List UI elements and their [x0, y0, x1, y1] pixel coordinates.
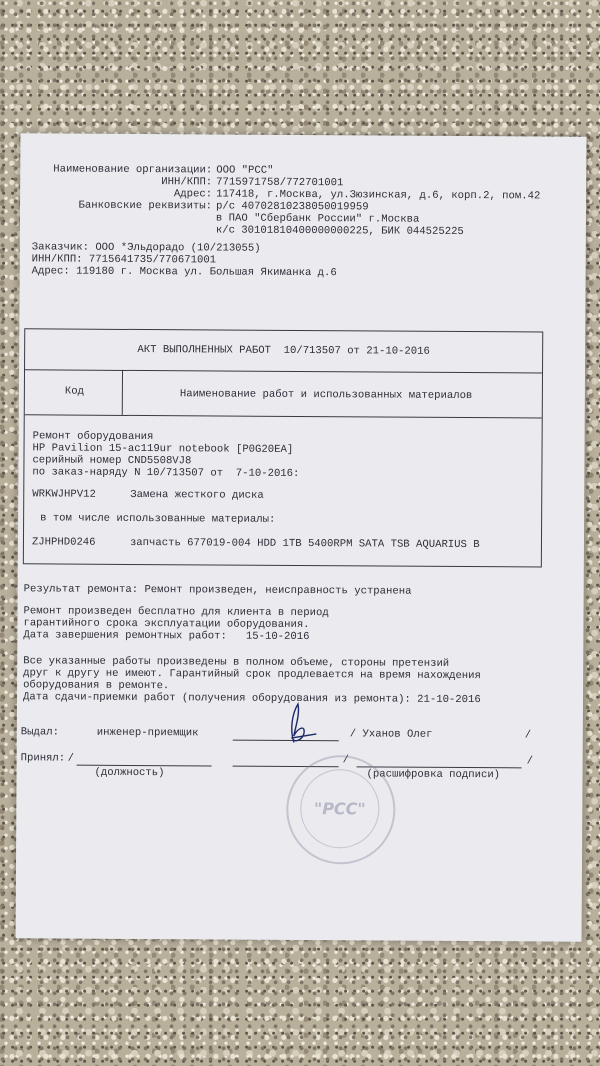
repair-line: HP Pavilion 15-ac119ur notebook [P0G20EA]	[32, 442, 294, 456]
claims-line: Все указанные работы произведены в полном объеме, стороны претензий	[23, 655, 450, 670]
repair-line: Ремонт оборудования	[32, 430, 154, 444]
customer-address: Адрес: 119180 г. Москва ул. Большая Якиманка д.6	[31, 265, 337, 280]
material-name: запчасть 677019-004 HDD 1TB 5400RPM SATA TSB AQUARIUS B	[129, 536, 480, 552]
claims-line: Дата сдачи-приемки работ (получения оборудования из ремонта): 21-10-2016	[22, 691, 481, 707]
received-label: Принял:	[20, 752, 66, 765]
table-divider	[25, 414, 542, 418]
claims-line: оборудования в ремонте.	[23, 679, 170, 693]
repair-line: по заказ-наряду N 10/713507 от 7-10-2016:	[32, 466, 300, 480]
caption-decoding: (расшифровка подписи)	[366, 768, 501, 782]
issued-label: Выдал:	[20, 726, 59, 739]
org-value: 117418, г.Москва, ул.Зюзинская, д.6, корп.2, пом.42	[216, 188, 541, 203]
org-value: в ПАО "Сбербанк России" г.Москва	[215, 212, 420, 226]
customer-inn: ИНН/КПП: 7715641735/770671001	[31, 253, 217, 267]
issued-slash: /	[524, 729, 532, 742]
material-code: ZJHPHD0246	[31, 536, 96, 549]
column-header-code: Код	[64, 385, 85, 398]
received-slash: /	[526, 755, 534, 768]
organization-details	[20, 133, 586, 238]
handwritten-signature	[272, 700, 322, 745]
warranty-line: гарантийного срока эксплуатации оборудования.	[23, 617, 310, 632]
issued-name: / Уханов Олег	[349, 728, 433, 741]
warranty-line: Дата завершения ремонтных работ: 15-10-2016	[23, 629, 310, 644]
org-value: к/с 30101810400000000225, БИК 044525225	[215, 224, 464, 238]
received-slash: /	[342, 754, 350, 767]
work-name: Замена жесткого диска	[130, 488, 264, 502]
org-label: ИНН/КПП:	[161, 176, 213, 189]
org-value: ООО "РСС"	[216, 164, 274, 177]
org-label: Адрес:	[173, 188, 213, 201]
act-document	[16, 133, 587, 941]
received-slash: /	[67, 752, 75, 765]
result-line: Результат ремонта: Ремонт произведен, неисправность устранена	[23, 583, 412, 598]
customer-name: Заказчик: ООО *Эльдорадо (10/213055)	[31, 241, 261, 255]
act-table	[23, 328, 543, 567]
caption-position: (должность)	[94, 766, 165, 780]
issued-position: инженер-приемщик	[96, 726, 199, 740]
org-value: 7715971758/772701001	[216, 176, 344, 190]
act-title: АКТ ВЫПОЛНЕННЫХ РАБОТ 10/713507 от 21-10-2016	[137, 343, 430, 358]
claims-line: друг к другу не имеют. Гарантийный срок продлевается на время нахождения	[23, 667, 481, 683]
table-divider	[25, 369, 542, 373]
org-label: Наименование организации:	[53, 163, 213, 177]
warranty-line: Ремонт произведен бесплатно для клиента в период	[23, 605, 329, 620]
column-divider	[122, 370, 123, 415]
column-header-name: Наименование работ и использованных материалов	[179, 388, 473, 403]
work-code: WRKWJHPV12	[32, 488, 96, 501]
materials-heading: в том числе использованные материалы:	[40, 512, 276, 526]
company-stamp	[286, 755, 396, 865]
org-value: р/с 40702810238050019959	[215, 200, 369, 214]
org-label: Банковские реквизиты:	[78, 199, 213, 213]
stamp-text: "РСС"	[300, 769, 379, 848]
repair-line: серийный номер CND5508VJ8	[32, 454, 192, 468]
